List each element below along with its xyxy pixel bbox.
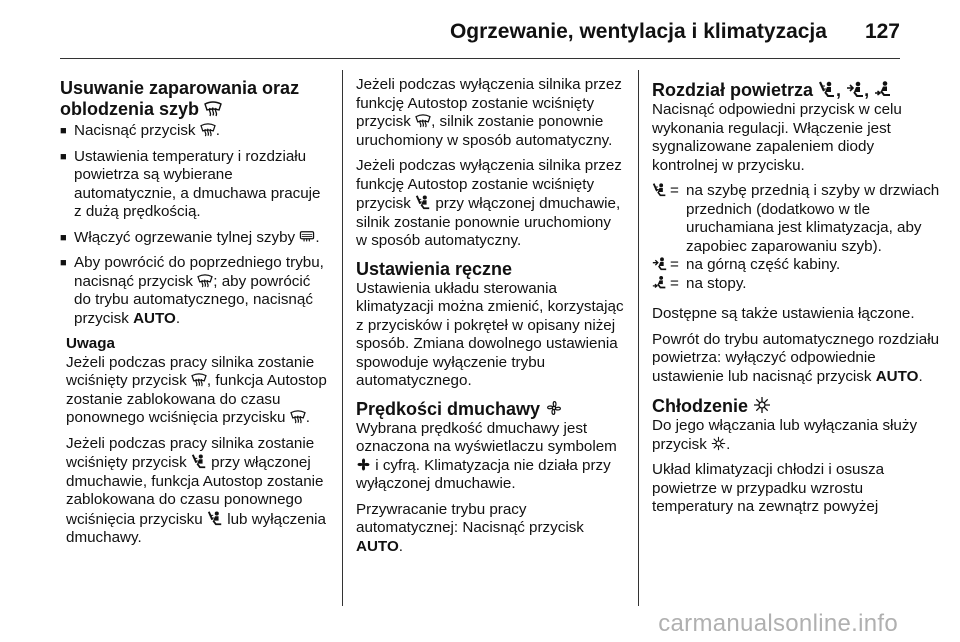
column-divider-1 <box>342 70 343 606</box>
snowflake-icon <box>753 396 771 414</box>
definition-row: = na górną część kabiny. <box>652 256 944 275</box>
snowflake-icon <box>711 436 726 451</box>
cooling-paragraph-1: Do jego włączania lub wyłączania służy przycisk . <box>652 417 918 453</box>
windshield-airflow-icon <box>191 453 207 469</box>
list-item: ■ Aby powrócić do poprzedniego trybu, nacisnąć przycisk ; aby powrócić do trybu automatycznego, nacisnąć przycisk AUTO. <box>60 254 328 328</box>
windshield-airflow-icon <box>415 194 431 210</box>
defrost-icon <box>290 410 306 424</box>
manual-paragraph: Ustawienia układu sterowania klimatyzacji można zmienić, korzystając z przycisków i pokręteł w opisany niżej sposób. Zmiana dowolnego ustawienia spowoduje wyłączenie trybu automatycznego. <box>356 279 624 389</box>
fan-display-icon <box>356 457 371 472</box>
upper-airflow-icon <box>652 256 667 271</box>
auto-distribution-paragraph: Powrót do trybu automatycznego rozdziału powietrza: wyłączyć odpowiednie ustawienie lub nacisnąć przycisk AUTO. <box>652 330 940 385</box>
windshield-airflow-icon <box>652 182 667 197</box>
header-rule <box>60 58 900 59</box>
column-1 <box>60 70 328 555</box>
auto-keyword: AUTO <box>875 367 919 385</box>
fan-icon <box>545 399 563 417</box>
defrost-icon <box>197 274 213 288</box>
defrost-icon <box>200 123 216 137</box>
column-3 <box>652 76 944 524</box>
page-number: 127 <box>864 20 900 43</box>
windshield-airflow-icon <box>207 510 223 526</box>
defrost-steps-list <box>60 122 328 328</box>
section-heading-fan: Prędkości dmuchawy <box>356 399 626 420</box>
list-item: ■ Włączyć ogrzewanie tylnej szyby . <box>60 229 328 248</box>
list-item: ■ Nacisnąć przycisk . <box>60 122 328 141</box>
definition-row: = na stopy. <box>652 275 944 294</box>
cooling-paragraph-2: Układ klimatyzacji chłodzi i osusza powietrze w przypadku wzrostu temperatury na zewnątrz powyżej <box>652 461 885 515</box>
auto-keyword: AUTO <box>356 537 399 555</box>
section-heading-manual: Ustawienia ręczne <box>356 258 513 279</box>
note-paragraph-2: Jeżeli podczas pracy silnika zostanie wciśnięty przycisk przy włączonej dmuchawie, funkcja Autostop zostanie zablokowana do czasu ponownego wciśnięcia przycisku lub wyłączenia dmuchawy. <box>66 434 326 546</box>
auto-keyword: AUTO <box>133 309 176 327</box>
column-divider-2 <box>638 70 639 606</box>
fan-auto-paragraph: Przywracanie trybu pracy automatycznej: Nacisnąć przycisk AUTO. <box>356 500 584 555</box>
section-heading-defrost: Usuwanie zaparowania oraz oblodzenia szyb <box>60 78 300 119</box>
distribution-paragraph: Nacisnąć odpowiedni przycisk w celu wykonania regulacji. Włączenie jest sygnalizowane zapaleniem diody kontrolnej w przycisku. <box>652 101 902 174</box>
watermark-text: carmanualsonline.info <box>658 610 898 637</box>
note-title: Uwaga <box>66 335 115 352</box>
defrost-icon <box>204 101 222 117</box>
distribution-definitions <box>652 182 944 293</box>
defrost-icon <box>191 373 207 387</box>
floor-airflow-icon <box>652 275 667 290</box>
fan-paragraph: Wybrana prędkość dmuchawy jest oznaczona na wyświetlaczu symbolem i cyfrą. Klimatyzacja nie działa przy wyłączonej dmuchawie. <box>356 419 617 492</box>
upper-airflow-icon <box>846 80 864 98</box>
rear-window-heater-icon <box>299 230 315 244</box>
windshield-airflow-icon <box>818 80 836 98</box>
defrost-icon <box>415 114 431 128</box>
floor-airflow-icon <box>874 80 892 98</box>
autostop-paragraph-1: Jeżeli podczas wyłączenia silnika przez funkcję Autostop zostanie wciśnięty przycisk , silnik zostanie ponownie uruchomiony w sposób automatyczny. <box>356 76 622 149</box>
combined-settings-paragraph: Dostępne są także ustawienia łączone. <box>652 305 915 322</box>
chapter-title: Ogrzewanie, wentylacja i klimatyzacja <box>449 20 827 43</box>
column-2 <box>356 76 626 563</box>
note-block <box>60 335 328 548</box>
page-header <box>60 12 900 52</box>
section-heading-cooling: Chłodzenie <box>652 396 944 417</box>
section-heading-distribution: Rozdział powietrza , , <box>652 80 944 101</box>
autostop-paragraph-2: Jeżeli podczas wyłączenia silnika przez funkcję Autostop zostanie wciśnięty przycisk przy włączonej dmuchawie, silnik zostanie ponownie uruchomiony w sposób automatyczny. <box>356 157 622 249</box>
list-item: ■ Ustawienia temperatury i rozdziału powietrza są wybierane automatycznie, a dmuchawa pracuje z dużą prędkością. <box>60 148 328 222</box>
definition-row: = na szybę przednią i szyby w drzwiach przednich (dodatkowo w tle uruchamiana jest klimatyzacja, aby zapobiec zaparowaniu szyb). <box>652 182 944 256</box>
note-paragraph-1: Jeżeli podczas pracy silnika zostanie wciśnięty przycisk , funkcja Autostop zostanie zablokowana do czasu ponownego wciśnięcia przycisku . <box>66 353 327 426</box>
